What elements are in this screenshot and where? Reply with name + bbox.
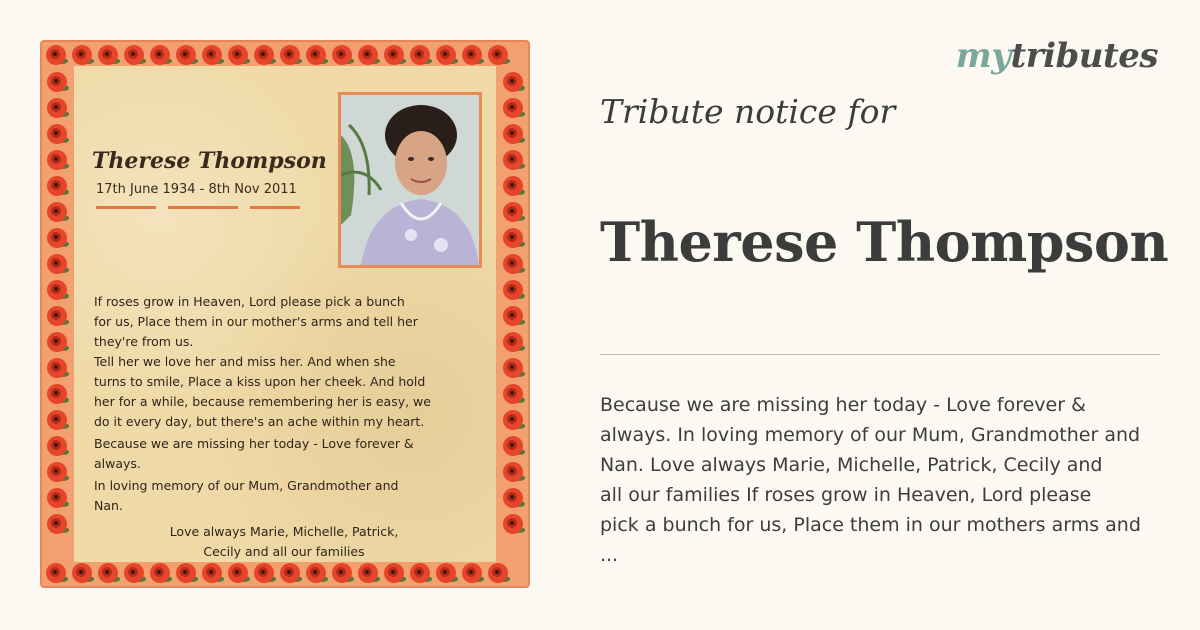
rose-icon <box>503 384 525 404</box>
poem-line: for us, Place them in our mother's arms and tell her <box>94 314 418 329</box>
rose-icon <box>503 462 525 482</box>
rose-icon <box>47 410 69 430</box>
rose-icon <box>47 228 69 248</box>
rose-icon <box>46 563 68 583</box>
excerpt-line: all our families If roses grow in Heaven, Lord please <box>600 484 1092 506</box>
rose-icon <box>436 45 458 65</box>
rose-icon <box>47 462 69 482</box>
rose-icon <box>503 410 525 430</box>
poem-line: If roses grow in Heaven, Lord please pick a bunch <box>94 294 405 309</box>
excerpt-line: always. In loving memory of our Mum, Grandmother and <box>600 424 1141 446</box>
rose-icon <box>503 436 525 456</box>
excerpt-ellipsis: ... <box>600 544 619 566</box>
rose-icon <box>503 358 525 378</box>
rose-icon <box>503 202 525 222</box>
rose-icon <box>384 563 406 583</box>
rose-icon <box>228 563 250 583</box>
notice-dates: 17th June 1934 - 8th Nov 2011 <box>96 182 297 197</box>
portrait-photo <box>338 92 482 268</box>
rose-icon <box>503 280 525 300</box>
poem-line: Because we are missing her today - Love forever & <box>94 436 414 451</box>
rose-icon <box>47 280 69 300</box>
poem-line: turns to smile, Place a kiss upon her cheek. And hold <box>94 374 426 389</box>
rose-icon <box>280 563 302 583</box>
rose-icon <box>306 45 328 65</box>
rose-icon <box>176 563 198 583</box>
rose-icon <box>72 563 94 583</box>
rose-icon <box>47 254 69 274</box>
rose-icon <box>503 98 525 118</box>
poem-line: In loving memory of our Mum, Grandmother and <box>94 478 399 493</box>
poem-line: Tell her we love her and miss her. And when she <box>94 354 396 369</box>
rose-icon <box>503 150 525 170</box>
excerpt-line: Nan. Love always Marie, Michelle, Patrick, Cecily and <box>600 454 1103 476</box>
rose-icon <box>503 176 525 196</box>
rose-icon <box>124 45 146 65</box>
rose-icon <box>254 45 276 65</box>
rose-icon <box>47 436 69 456</box>
rose-icon <box>462 563 484 583</box>
logo-tributes: tributes <box>1010 36 1158 76</box>
rose-icon <box>150 563 172 583</box>
notice-name: Therese Thompson <box>92 148 327 174</box>
rose-icon <box>176 45 198 65</box>
tribute-notice-image <box>40 40 530 588</box>
rose-icon <box>150 45 172 65</box>
rose-icon <box>488 45 510 65</box>
rose-icon <box>436 563 458 583</box>
rose-icon <box>503 514 525 534</box>
rose-icon <box>47 98 69 118</box>
rose-icon <box>47 202 69 222</box>
rose-icon <box>47 72 69 92</box>
excerpt-line: pick a bunch for us, Place them in our mothers arms and <box>600 514 1141 536</box>
rose-icon <box>280 45 302 65</box>
rose-icon <box>254 563 276 583</box>
rose-icon <box>410 45 432 65</box>
poem-line: Nan. <box>94 498 123 513</box>
rose-icon <box>47 384 69 404</box>
notice-poem <box>94 292 474 516</box>
rose-icon <box>503 306 525 326</box>
poem-line: always. <box>94 456 141 471</box>
rose-icon <box>47 514 69 534</box>
rose-icon <box>503 228 525 248</box>
rose-icon <box>72 45 94 65</box>
rose-icon <box>47 332 69 352</box>
rose-icon <box>358 563 380 583</box>
rose-icon <box>202 563 224 583</box>
poem-line: they're from us. <box>94 334 194 349</box>
rose-icon <box>46 45 68 65</box>
mytributes-logo[interactable] <box>956 36 1158 76</box>
rose-icon <box>488 563 510 583</box>
tribute-excerpt <box>600 390 1180 570</box>
logo-my: my <box>955 36 1011 76</box>
rose-icon <box>503 124 525 144</box>
signature-line: Cecily and all our families <box>203 544 365 559</box>
rose-icon <box>503 72 525 92</box>
rose-icon <box>98 563 120 583</box>
rose-icon <box>410 563 432 583</box>
excerpt-line: Because we are missing her today - Love forever & <box>600 394 1086 416</box>
notice-paper <box>74 66 496 562</box>
rose-icon <box>98 45 120 65</box>
poem-line: her for a while, because remembering her is easy, we <box>94 394 431 409</box>
rose-icon <box>124 563 146 583</box>
divider <box>600 354 1160 355</box>
rose-icon <box>202 45 224 65</box>
tribute-notice-heading: Tribute notice for <box>600 92 896 131</box>
notice-divider <box>96 206 316 210</box>
rose-icon <box>47 176 69 196</box>
rose-icon <box>228 45 250 65</box>
rose-icon <box>503 332 525 352</box>
rose-icon <box>47 150 69 170</box>
rose-icon <box>332 45 354 65</box>
rose-icon <box>47 124 69 144</box>
person-name: Therese Thompson <box>600 210 1169 274</box>
rose-icon <box>503 488 525 508</box>
rose-icon <box>306 563 328 583</box>
rose-icon <box>47 306 69 326</box>
poem-line: do it every day, but there's an ache within my heart. <box>94 414 425 429</box>
rose-icon <box>47 358 69 378</box>
notice-signature <box>94 522 474 562</box>
rose-icon <box>384 45 406 65</box>
rose-icon <box>47 488 69 508</box>
rose-icon <box>358 45 380 65</box>
rose-icon <box>503 254 525 274</box>
rose-icon <box>462 45 484 65</box>
rose-icon <box>332 563 354 583</box>
signature-line: Love always Marie, Michelle, Patrick, <box>169 524 399 539</box>
